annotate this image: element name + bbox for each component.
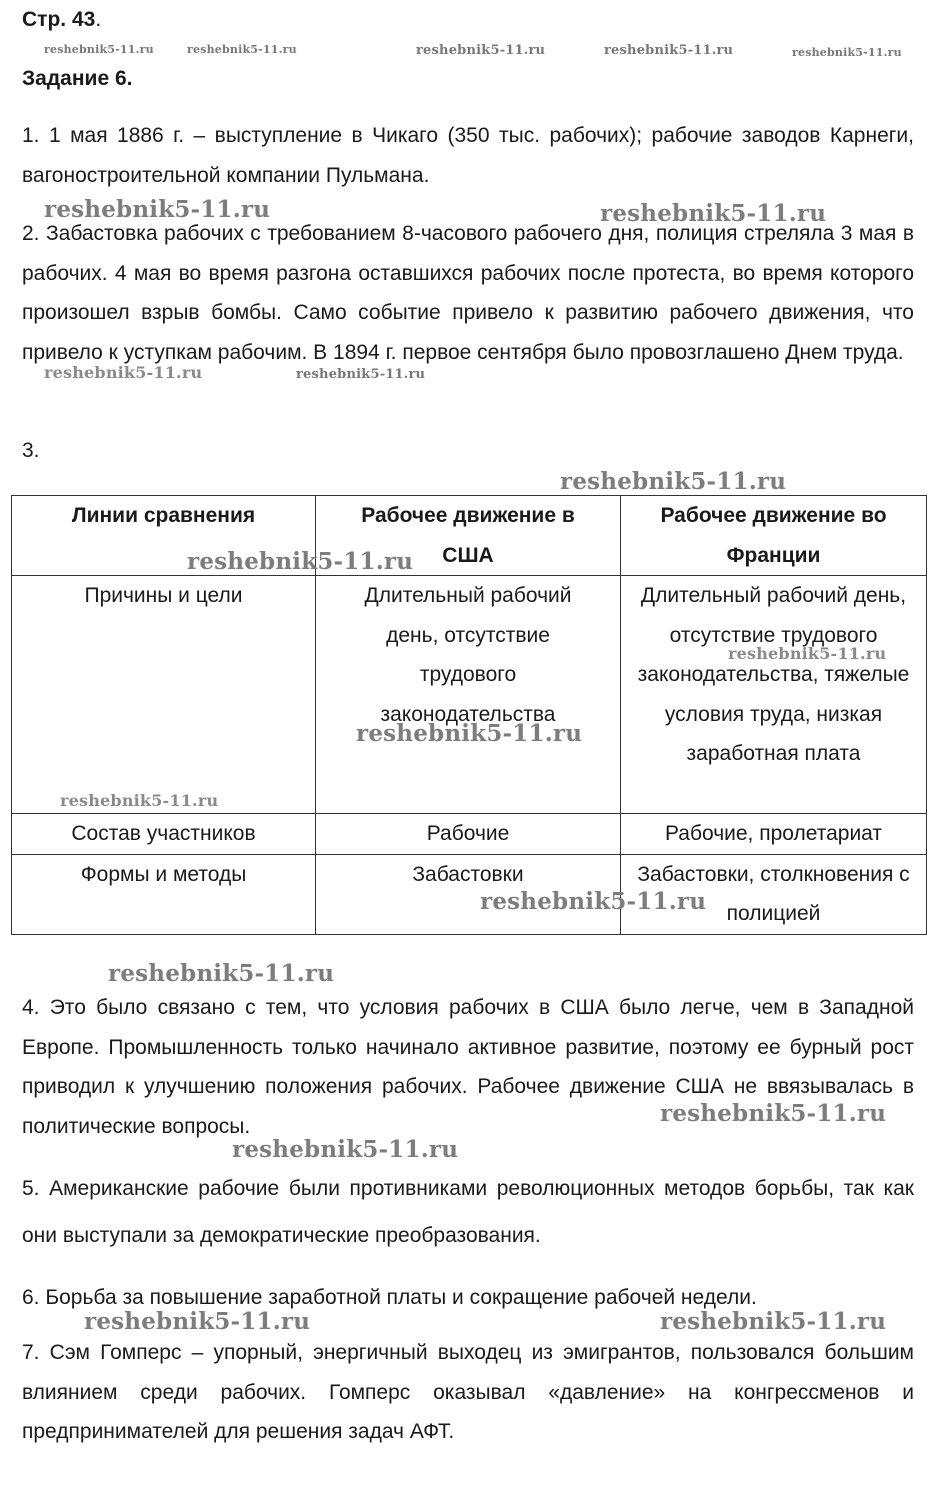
table-cell: Длительный рабочий день, отсутствие трудового законодательства: [316, 576, 621, 814]
table-header-cell: Линии сравнения: [12, 496, 316, 576]
table-header-row: [12, 496, 927, 576]
answer-7: 7. Сэм Гомперс – упорный, энергичный выходец из эмигрантов, пользовался большим влиянием среди рабочих. Гомперс оказывал «давление» на конгрессменов и предпринимателей для решения задач АФТ.: [22, 1341, 914, 1443]
watermark: reshebnik5-11.ru: [44, 196, 271, 223]
table-row: [12, 814, 927, 855]
answer-3-label: 3.: [22, 439, 40, 462]
page-label-text: Стр. 43: [22, 8, 96, 31]
watermark: reshebnik5-11.ru: [604, 43, 734, 58]
page-label: Стр. 43.: [22, 8, 102, 31]
watermark: reshebnik5-11.ru: [356, 720, 583, 747]
table-header-cell: Рабочее движение в США: [316, 496, 621, 576]
table-cell: Рабочие, пролетариат: [621, 814, 927, 855]
answer-5: 5. Американские рабочие были противниками революционных методов борьбы, так как они выступали за демократические преобразования.: [22, 1177, 914, 1247]
watermark: reshebnik5-11.ru: [560, 468, 787, 495]
watermark: reshebnik5-11.ru: [416, 43, 546, 58]
watermark: reshebnik5-11.ru: [728, 644, 887, 663]
comparison-table: [11, 495, 927, 935]
watermark: reshebnik5-11.ru: [296, 367, 426, 382]
answer-2: 2. Забастовка рабочих с требованием 8-часового рабочего дня, полиция стреляла 3 мая в рабочих. 4 мая во время разгона оставшихся рабочих после протеста, во время которого произошел взрыв бомбы. Само событие привело к развитию рабочего движения, что привело к уступкам рабочим. В 1894 г. первое сентября было провозглашено Днем труда.: [22, 222, 914, 364]
table-cell: Рабочие: [316, 814, 621, 855]
answer-6: 6. Борьба за повышение заработной платы и сокращение рабочей недели.: [22, 1286, 757, 1309]
watermark: reshebnik5-11.ru: [187, 548, 414, 575]
table-cell: Причины и цели: [12, 576, 316, 814]
watermark: reshebnik5-11.ru: [44, 43, 154, 56]
table-cell: Формы и методы: [12, 854, 316, 934]
watermark: reshebnik5-11.ru: [44, 363, 203, 382]
watermark: reshebnik5-11.ru: [792, 46, 902, 59]
answer-4: 4. Это было связано с тем, что условия рабочих в США было легче, чем в Западной Европе. Промышленность только начинало активное развитие, поэтому ее бурный рост приводил к улучшению положения рабочих. Рабочее движение США не ввязывалась в политические вопросы.: [22, 996, 914, 1138]
watermark: reshebnik5-11.ru: [480, 888, 707, 915]
watermark: reshebnik5-11.ru: [660, 1308, 887, 1335]
task-title: Задание 6.: [22, 67, 133, 90]
table-cell: Забастовки: [316, 854, 621, 934]
watermark: reshebnik5-11.ru: [187, 43, 297, 56]
watermark: reshebnik5-11.ru: [84, 1308, 311, 1335]
table-cell: Длительный рабочий день, отсутствие трудового законодательства, тяжелые условия труда, низкая заработная плата: [621, 576, 927, 814]
table-header-cell: Рабочее движение во Франции: [621, 496, 927, 576]
watermark: reshebnik5-11.ru: [232, 1136, 459, 1163]
watermark: reshebnik5-11.ru: [108, 960, 335, 987]
table-row: [12, 854, 927, 934]
watermark: reshebnik5-11.ru: [660, 1100, 887, 1127]
answer-1: 1. 1 мая 1886 г. – выступление в Чикаго (350 тыс. рабочих); рабочие заводов Карнеги, вагоностроительной компании Пульмана.: [22, 124, 914, 187]
table-cell: Забастовки, столкновения с полицией: [621, 854, 927, 934]
table-cell: Состав участников: [12, 814, 316, 855]
watermark: reshebnik5-11.ru: [60, 791, 219, 810]
table-row: [12, 576, 927, 814]
watermark: reshebnik5-11.ru: [600, 200, 827, 227]
